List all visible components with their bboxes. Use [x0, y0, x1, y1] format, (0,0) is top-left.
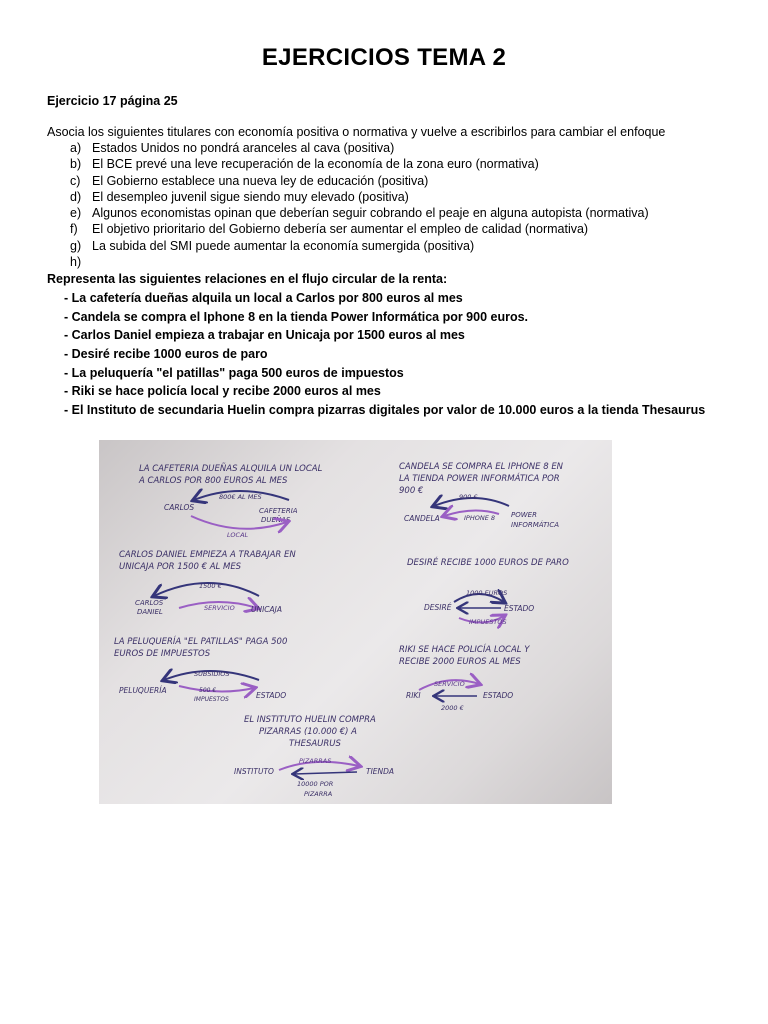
diagram-heading: UNICAJA POR 1500 € AL MES — [119, 562, 242, 572]
flow-label: 500 € — [199, 687, 217, 694]
diagram-heading: LA CAFETERIA DUEÑAS ALQUILA UN LOCAL — [139, 464, 323, 474]
list-item — [47, 254, 649, 270]
relations-list — [64, 290, 705, 421]
agent-label: CAFETERIA — [259, 507, 298, 515]
relation-item: - Candela se compra el Iphone 8 en la tienda Power Informática por 900 euros. — [64, 309, 529, 324]
flow-label: 2000 € — [441, 704, 464, 712]
list-item — [47, 173, 649, 189]
diagram-heading: LA TIENDA POWER INFORMÁTICA POR — [399, 474, 560, 484]
diagram-riki — [399, 643, 530, 712]
diagram-heading: RECIBE 2000 EUROS AL MES — [399, 657, 521, 667]
diagram-candela — [399, 462, 564, 529]
diagram-instituto — [234, 715, 394, 798]
diagram-heading: 900 € — [399, 486, 424, 496]
agent-label: CANDELA — [404, 514, 440, 523]
agent-label: ESTADO — [256, 691, 287, 700]
relation-item: - Riki se hace policía local y recibe 2000 euros al mes — [64, 384, 381, 399]
diagram-heading: EL INSTITUTO HUELIN COMPRA — [244, 715, 376, 725]
money-flow-arrow — [294, 772, 357, 774]
diagram-heading: PIZARRAS (10.000 €) A — [259, 727, 357, 737]
flow-label: LOCAL — [227, 531, 249, 539]
flow-label: 800€ AL MES — [219, 493, 262, 501]
tax-flow-arrow — [179, 686, 254, 692]
diagram-heading: DESIRÉ RECIBE 1000 EUROS DE PARO — [407, 558, 569, 568]
flow-label: IPHONE 8 — [464, 514, 496, 522]
agent-label: TIENDA — [366, 767, 395, 776]
instruction-text: Asocia los siguientes titulares con economía positiva o normativa y vuelve a escribirlos para cambiar el enfoque — [47, 125, 666, 139]
list-item — [47, 156, 649, 172]
list-letter: a) — [70, 141, 82, 155]
flow-label: SUBSIDIOS — [194, 670, 230, 678]
diagram-peluqueria — [114, 635, 287, 703]
agent-label: CARLOS — [164, 503, 195, 512]
flow-label: 10000 POR — [297, 780, 334, 788]
diagram-heading: EUROS DE IMPUESTOS — [114, 649, 211, 659]
list-item-text: Algunos economistas opinan que deberían seguir cobrando el peaje en alguna autopista (normativa) — [92, 206, 649, 221]
agent-label: PELUQUERÍA — [119, 686, 167, 695]
list-letter: h) — [70, 255, 82, 270]
agent-label: ESTADO — [483, 691, 514, 700]
flow-label: 1500 € — [199, 582, 222, 590]
headline-list — [47, 140, 649, 270]
flow-label: PIZARRAS — [299, 757, 332, 765]
agent-label: RIKI — [406, 691, 421, 700]
list-item — [47, 221, 649, 237]
handwritten-diagram-photo — [99, 440, 612, 804]
relation-item: - Desiré recibe 1000 euros de paro — [64, 347, 268, 362]
list-item — [47, 205, 649, 221]
flow-label: SERVICIO — [204, 604, 235, 612]
diagram-heading: THESAURUS — [289, 739, 341, 749]
relation-item: - La peluquería "el patillas" paga 500 euros de impuestos — [64, 365, 404, 380]
agent-label: DUEÑAS — [261, 516, 291, 524]
list-letter: b) — [70, 157, 82, 172]
diagram-cafeteria — [138, 463, 323, 539]
flow-label: PIZARRA — [304, 790, 333, 798]
list-letter: c) — [70, 173, 81, 188]
flow-label: 900 € — [459, 493, 478, 501]
diagram-carlos-daniel — [119, 550, 296, 616]
agent-label: UNICAJA — [251, 605, 283, 614]
diagram-heading: CARLOS DANIEL EMPIEZA A TRABAJAR EN — [119, 550, 296, 560]
flow-label: SERVICIO — [434, 680, 465, 688]
agent-label: DESIRÉ — [424, 603, 452, 612]
list-item-text: El desempleo juvenil sigue siendo muy elevado (positiva) — [92, 189, 409, 204]
agent-label: POWER — [511, 511, 537, 519]
relation-item: - El Instituto de secundaria Huelin compra pizarras digitales por valor de 10.000 euros a la tienda Thesaurus — [64, 403, 706, 418]
list-item — [47, 238, 649, 254]
diagram-heading: LA PELUQUERÍA "EL PATILLAS" PAGA 500 — [114, 637, 288, 647]
list-item-text: El Gobierno establece una nueva ley de educación (positiva) — [92, 173, 429, 188]
diagram-heading: CANDELA SE COMPRA EL IPHONE 8 EN — [399, 462, 564, 472]
section-heading: Representa las siguientes relaciones en el flujo circular de la renta: — [47, 272, 448, 286]
list-item-text: El BCE prevé una leve recuperación de la economía de la zona euro (normativa) — [92, 157, 539, 172]
list-letter: e) — [70, 206, 82, 221]
list-item — [47, 189, 649, 205]
list-item-text: La subida del SMI puede aumentar la economía sumergida (positiva) — [92, 238, 475, 253]
agent-label: INSTITUTO — [234, 767, 274, 776]
agent-label: CARLOS — [135, 599, 164, 607]
relation-item: - La cafetería dueñas alquila un local a Carlos por 800 euros al mes — [64, 291, 463, 305]
agent-label: DANIEL — [137, 608, 163, 616]
diagram-heading: A CARLOS POR 800 EUROS AL MES — [139, 476, 288, 486]
flow-label: IMPUESTOS — [469, 618, 507, 626]
flow-label: 1000 EUROS — [466, 589, 508, 597]
exercise-reference: Ejercicio 17 página 25 — [47, 94, 178, 108]
agent-label: ESTADO — [504, 604, 535, 613]
handwritten-diagrams — [99, 440, 612, 804]
list-item — [47, 140, 649, 156]
list-item-text: Estados Unidos no pondrá aranceles al cava (positiva) — [92, 141, 395, 155]
list-letter: g) — [70, 238, 82, 253]
diagram-desire — [407, 556, 569, 626]
list-item-text: El objetivo prioritario del Gobierno debería ser aumentar el empleo de calidad (normativa) — [92, 222, 589, 237]
list-letter: d) — [70, 189, 82, 204]
relation-item: - Carlos Daniel empieza a trabajar en Unicaja por 1500 euros al mes — [64, 328, 465, 343]
page-title: EJERCICIOS TEMA 2 — [261, 44, 507, 71]
agent-label: INFORMÁTICA — [511, 521, 560, 529]
list-letter: f) — [70, 222, 78, 237]
diagram-heading: RIKI SE HACE POLICÍA LOCAL Y — [399, 645, 530, 655]
flow-label: IMPUESTOS — [194, 696, 229, 703]
